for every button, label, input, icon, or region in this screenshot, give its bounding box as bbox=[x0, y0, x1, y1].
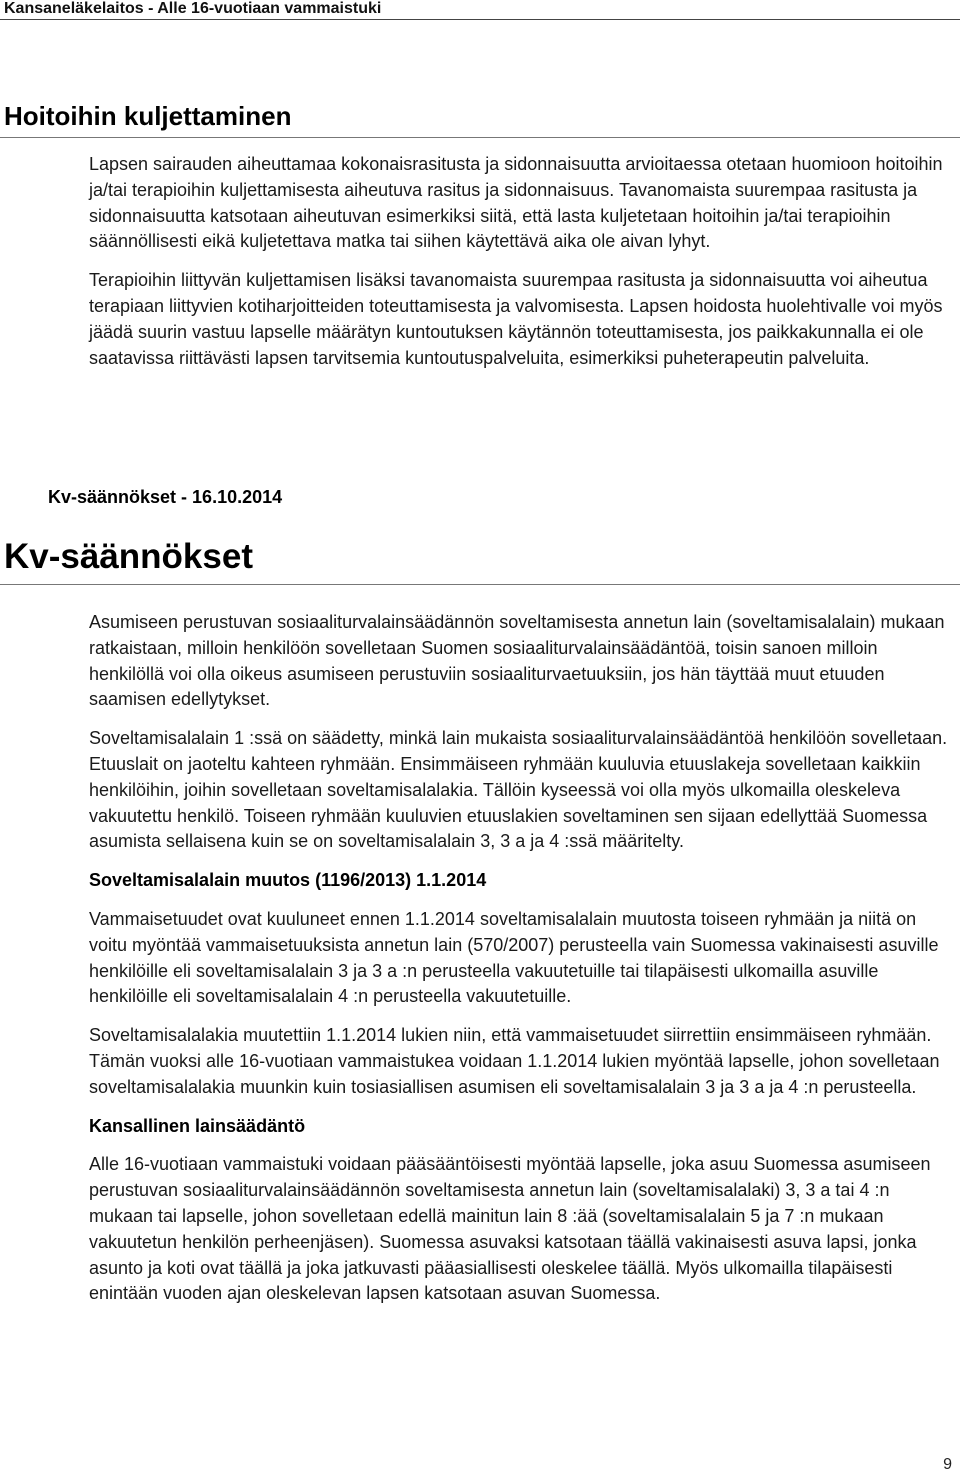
section-title-kv-saannokset: Kv-säännökset bbox=[4, 537, 253, 576]
page-number: 9 bbox=[943, 1456, 952, 1473]
subheading-soveltamisalalain-muutos: Soveltamisalalain muutos (1196/2013) 1.1.2014 bbox=[89, 870, 487, 891]
paragraph: Asumiseen perustuvan sosiaaliturvalainsäädännön soveltamisesta annetun lain (soveltamisalalain) mukaan ratkaistaan, milloin henkilöön sovelletaan Suomen sosiaaliturvalainsäädäntöä, toisin sanoen milloin henkilöllä voi olla oikeus asumiseen perustuviin sosiaaliturvaetuuksiin, jos hän täyttää muut etuuden saamisen edellytykset. bbox=[89, 612, 945, 710]
section-meta-line: Kv-säännökset - 16.10.2014 bbox=[48, 487, 283, 507]
running-header: Kansaneläkelaitos - Alle 16-vuotiaan vammaistuki bbox=[4, 0, 382, 17]
paragraph: Terapioihin liittyvän kuljettamisen lisäksi tavanomaista suurempaa rasitusta ja sidonnaisuutta voi aiheutua terapiaan liittyvien kotiharjoitteiden toteuttamisesta ja valvomisesta. Lapsen hoidosta huolehtivalle voi myös jäädä suurin vastuu lapselle määrätyn kuntoutuksen käytännön toteuttamisesta, jos paikkakunnalla ei ole saatavissa riittävästi lapsen tarvitsemia kuntoutuspalveluita, esimerkiksi puheterapeutin palveluita. bbox=[89, 270, 943, 368]
paragraph: Soveltamisalalakia muutettiin 1.1.2014 lukien niin, että vammaisetuudet siirrettiin ensimmäiseen ryhmään. Tämän vuoksi alle 16-vuotiaan vammaistukea voidaan 1.1.2014 lukien myöntää lapselle, johon sovelletaan soveltamisalalakia muunkin kuin tosiasiallisen asumisen eli soveltamisalalain 3 ja 3 a ja 4 :n perusteella. bbox=[89, 1025, 940, 1097]
section-body-hoitoihin-kuljettaminen bbox=[89, 152, 955, 384]
header-divider bbox=[0, 19, 960, 20]
paragraph: Soveltamisalalain 1 :ssä on säädetty, minkä lain mukaista sosiaaliturvalainsäädäntöä henkilöön sovelletaan. Etuuslait on jaoteltu kahteen ryhmään. Ensimmäiseen ryhmään kuuluvia etuuslakeja sovelletaan kaikkiin henkilöihin, joihin sovelletaan soveltamisalalakia. Tällöin kyseessä voi olla myös ulkomailla oleskeleva vakuutettu henkilö. Toiseen ryhmään kuuluvien etuuslakien soveltaminen sen sijaan edellyttää Suomessa asumista sellaisena kuin se on soveltamisalalain 3, 3 a ja 4 :ssä määritelty. bbox=[89, 728, 948, 852]
section-title-hoitoihin-kuljettaminen: Hoitoihin kuljettaminen bbox=[4, 101, 292, 131]
paragraph: Alle 16-vuotiaan vammaistuki voidaan pääsääntöisesti myöntää lapselle, joka asuu Suomessa asumiseen perustuvan sosiaaliturvalainsäädännön soveltamisesta annetun lain (soveltamisalalaki) 3, 3 a tai 4 :n mukaan tai lapselle, johon sovelletaan edellä mainitun lain 8 :ää (soveltamisalalain 5 ja 7 :n mukaan vakuutetun henkilön perheenjäsen). Suomessa asuvaksi katsotaan täällä vakinaisesti asuva lapsi, jonka asunto ja koti ovat täällä ja joka jatkuvasti pääasiallisesti oleskelee täällä. Myös ulkomailla tilapäisesti enintään vuoden ajan oleskelevan lapsen katsotaan asuvan Suomessa. bbox=[89, 1154, 931, 1304]
paragraph: Vammaisetuudet ovat kuuluneet ennen 1.1.2014 soveltamisalalain muutosta toiseen ryhmään ja niitä on voitu myöntää vammaisetuuksista annetun lain (570/2007) perusteella vain Suomessa vakinaisesti asuville henkilöille eli soveltamisalalain 3 ja 3 a :n perusteella vakuutetuille tai tilapäisesti ulkomailla asuville henkilöille eli soveltamisalalain 4 :n perusteella vakuutetuille. bbox=[89, 908, 939, 1007]
section-divider bbox=[0, 137, 960, 138]
section-body-kv-saannokset bbox=[89, 610, 955, 1320]
paragraph: Lapsen sairauden aiheuttamaa kokonaisrasitusta ja sidonnaisuutta arvioitaessa otetaan huomioon hoitoihin ja/tai terapioihin kuljettamisesta aiheutuva rasitus ja sidonnaisuus. Tavanomaista suurempaa rasitusta ja sidonnaisuutta katsotaan aiheutuvan esimerkiksi siitä, että lasta kuljetetaan hoitoihin ja/tai terapioihin säännöllisesti eikä kuljetettava matka tai siihen käytettävä aika ole aivan lyhyt. bbox=[89, 154, 943, 252]
subheading-kansallinen-lainsaadanto: Kansallinen lainsäädäntö bbox=[89, 1115, 306, 1136]
section-divider bbox=[0, 584, 960, 585]
